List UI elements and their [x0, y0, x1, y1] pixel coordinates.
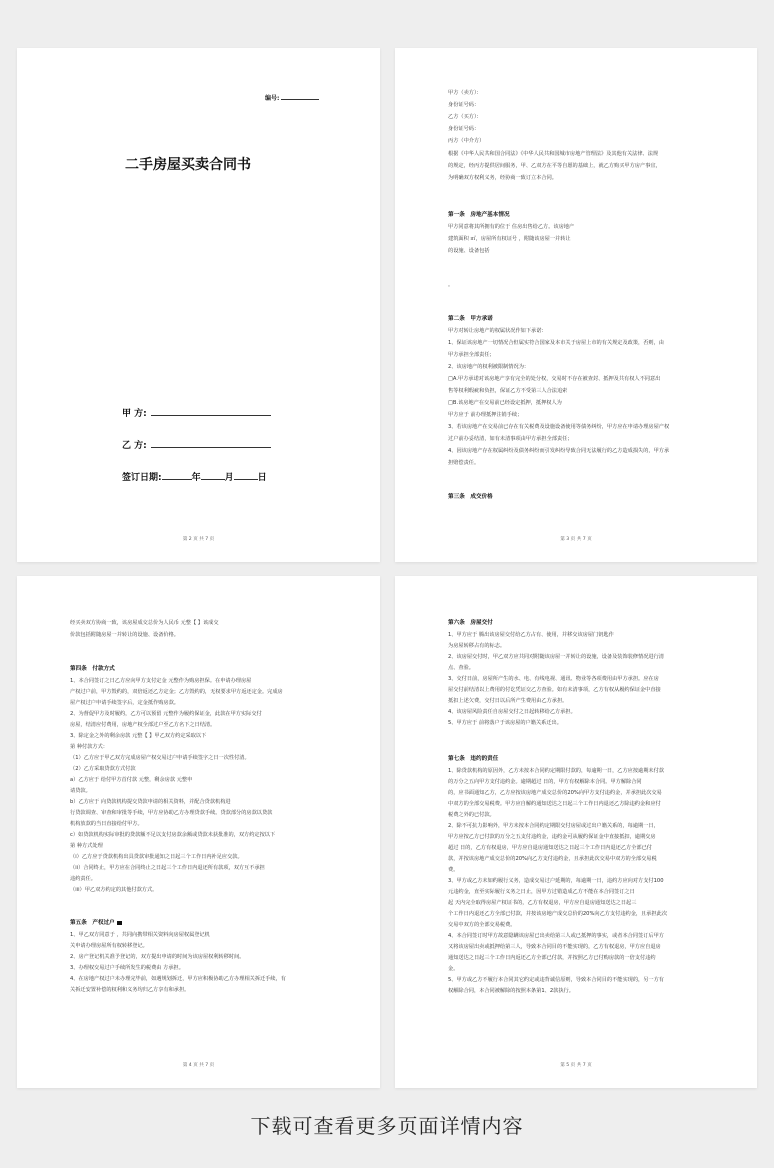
sign-date-label: 签订日期: — [122, 473, 162, 483]
text-line: 甲方（卖方）： — [448, 90, 482, 96]
text-line: 中双方的全部交易税费。甲方应自解约通知送达之日起三个工作日内退还乙方除违约金和应付 — [448, 801, 661, 807]
text-line: （1）乙方应于甲乙双方完成房屋产权交易过户申请手续签字之日一次性付清。 — [70, 755, 250, 761]
sign-date-month: 月 — [224, 473, 234, 483]
contract-page-4 — [17, 576, 380, 1088]
text-line: 2、房产登记机关准予登记的，双方提出申请的时间为该房屋权利转移时间。 — [70, 954, 245, 960]
text-line: 3、交付日前，房屋所产生的水、电、有线电视、通讯、物业等各项费用由甲方承担。应在房 — [448, 676, 659, 682]
page-number: 第 4 页 共 7 页 — [182, 1063, 215, 1068]
text-line: 1、甲乙双方同意于 ，共同向携带相关资料向房屋权属登记机 — [70, 932, 210, 938]
text-line: 乙方（买方）： — [448, 114, 482, 120]
text-line: 屋交付前结清以上费用的付讫凭证交乙方查验。如有未清事项，乙方有权从履约保证金中直接 — [448, 687, 661, 693]
text-line: 的万分之五向甲方支付违约金。逾期超过 日的，甲方有权解除本合同。甲方解除合同 — [448, 779, 642, 785]
text-line: 超过 日的，乙方有权退房，甲方应自退房通知送达之日起三个工作日内退还乙方全部已付 — [448, 845, 652, 851]
section-heading-5 — [70, 920, 122, 927]
checkbox-icon — [117, 921, 122, 925]
text-line: □B.该房地产在交易前已经设定抵押，抵押权人为 — [448, 400, 562, 406]
sign-date-day: 日 — [257, 473, 267, 483]
contract-title: 二手房屋买卖合同书 — [125, 157, 251, 173]
text-line: 权解除合同，本合同被解除的按照本条第1、2款执行。 — [448, 988, 574, 994]
party-a-label: 甲 方: — [122, 409, 147, 419]
text-line: （2）乙方采取贷款方式付款 — [70, 766, 136, 772]
text-line: 元违约金，直至实际履行义务之日止，因甲方过错造成乙方不能在本合同签订之日 — [448, 889, 635, 895]
text-line: 金。 — [448, 966, 459, 972]
text-line: 3、除定金之外的剩余房款 元整【 】甲乙双方约定采取以下 — [70, 733, 207, 739]
section-heading-2: 第二条 甲方承诺 — [448, 316, 493, 322]
text-line: 抵扣上述欠费，交付日以后所产生费用由乙方承担。 — [448, 698, 568, 704]
text-line: 4、该房屋风险责任自房屋交付之日起转移给乙方承担。 — [448, 709, 576, 715]
text-line: 第 种付款方式： — [70, 744, 108, 750]
text-line: 身份证号码： — [448, 126, 480, 132]
text-line: 费。 — [448, 867, 459, 873]
section-heading-1: 第一条 房地产基本情况 — [448, 212, 510, 218]
party-b-signature — [122, 438, 271, 451]
page-number: 第 3 页 共 7 页 — [560, 537, 592, 542]
text-line: 税费之外的已付款。 — [448, 812, 495, 818]
text-line: 的规定，经丙方提供居间服务，甲、乙双方在平等自愿的基础上，就乙方购买甲方房产事宜， — [448, 163, 661, 169]
sign-date — [122, 470, 267, 483]
text-line: 甲方应按乙方已付款的万分之五支付违约金，违约金可从履约保证金中直接抵扣，逾期交房 — [448, 834, 656, 840]
text-line: c）如贷款机构实际审批的贷款额不足以支付房款余额或贷款未获批准的，双方约定按以下 — [70, 832, 276, 838]
text-line: 产权过户前，甲方毁约的，双倍返还乙方定金；乙方毁约的，无权要求甲方返还定金。完成房 — [70, 689, 283, 695]
text-line: 5、甲方应于 前将落户于该房屋的户籍关系迁出。 — [448, 720, 562, 726]
contract-number-label: 编号: — [265, 95, 280, 102]
contract-number — [265, 93, 319, 102]
section-heading-3: 第三条 成交价格 — [448, 494, 493, 500]
text-line: 根据《中华人民共和国合同法》《中华人民共和国城市房地产管理法》及其他有关法律、法规 — [448, 151, 659, 157]
text-line: 过户前办妥结清，如有未清事项由甲方承担全部责任； — [448, 436, 573, 442]
text-line: 经买卖双方协商一致，该房屋成交总价为人民币 元整【 】该成交 — [70, 620, 219, 626]
download-more-link[interactable]: 下载可查看更多页面详情内容 — [250, 1114, 524, 1138]
text-line: 售等权利瑕疵和负担，保证乙方不受第三人合法追索 — [448, 388, 568, 394]
text-line: 1、保证该房地产一切情况合但属实符合国家及本市关于房屋上市的有关规定及政策，否则，由 — [448, 340, 664, 346]
text-line: 起 天内完全取得房屋产权证书的，乙方有权退房，甲方应自退房通知送达之日起三 — [448, 900, 637, 906]
text-line: 通知送达之日起三个工作日内返还乙方全部已付款，并按照乙方已付购房款的一倍支付违约 — [448, 955, 656, 961]
text-line: （ii）合同终止，甲方应在合同终止之日起三个工作日内退还所有款项，双方互不承担 — [70, 865, 265, 871]
page-number: 第 2 页 共 7 页 — [182, 537, 215, 542]
text-line: 甲方对转让房地产的权属状况作如下承诺： — [448, 328, 547, 334]
text-line: （iii）甲乙双方约定的其他付款方式。 — [70, 887, 158, 893]
text-line: 4、因该房地产存在权属纠纷及债务纠纷而引发纠纷导致合同无法履行的乙方造成损失的，甲方承 — [448, 448, 670, 454]
text-line: 请贷款。 — [70, 788, 91, 794]
text-line: 身份证号码： — [448, 102, 480, 108]
text-line: 担赔偿责任。 — [448, 460, 480, 466]
text-line: 甲方承担全部责任； — [448, 352, 495, 358]
text-line: 1、甲方应于 腾出该房屋交付给乙方占有、使用，并移交该房屋门钥匙作 — [448, 632, 614, 638]
sign-date-year: 年 — [191, 473, 201, 483]
text-line: 机构放款的当日直接给付甲方。 — [70, 821, 143, 827]
text-line: 的，应书面通知乙方，乙方应按该房地产成交总价的20%向甲方支付违约金，并承担此次交易 — [448, 790, 662, 796]
text-line: 关拆迁安置补偿的权利和义务均归乙方享有和承担。 — [70, 987, 190, 993]
text-line: 。 — [448, 282, 454, 288]
text-line: 甲方应于 前办理抵押注销手续； — [448, 412, 523, 418]
text-line: 的设施、设备包括 — [448, 248, 490, 254]
party-a-signature — [122, 406, 271, 419]
text-line: 2、该房地产的权利被限制情况为： — [448, 364, 530, 370]
text-line: 4、在房地产权过户未办理完毕前，如遇规划拆迁，甲方应积极协助乙方办理相关拆迁手续，有 — [70, 976, 286, 982]
text-line: 个工作日内退还乙方全部已付款，并按该房地产成交总价的20%向乙方支付违约金，且承担此次 — [448, 911, 668, 917]
text-line: 房屋，结清应付费用，房地产权全部过户至乙方名下之日结清。 — [70, 722, 216, 728]
text-line: 4、本合同签订时甲方故意隐瞒该房屋已出卖给第三人或已抵押的事实，或者本合同签订后甲方 — [448, 933, 664, 939]
section-heading-6: 第六条 房屋交付 — [448, 620, 493, 626]
text-line: 甲方同意将其所拥有的位于 住房出售给乙方。该房地产 — [448, 224, 575, 230]
text-line: 第 种方式处理 — [70, 843, 103, 849]
text-line: a）乙方应于 给付甲方首付款 元整，剩余房款 元整申 — [70, 777, 193, 783]
text-line: 屋产权过户申请手续签字后，定金抵作购房款。 — [70, 700, 179, 706]
text-line: 款，并按该房地产成交总价的20%向乙方支付违约金，且承担此次交易中双方的全部交易税 — [448, 856, 657, 862]
page-number: 第 5 页 共 7 页 — [560, 1063, 592, 1068]
text-line: 2、除不可抗力影响外，甲方未按本合同约定期限交付房屋或过出户籍关系的，每逾期一日， — [448, 823, 659, 829]
text-line: 3、办理权交易过户手续所发生的税费由 方承担。 — [70, 965, 184, 971]
section-heading-4: 第四条 付款方式 — [70, 666, 115, 672]
text-line: （i）乙方应于贷款机构出具贷款审批通知之日起三个工作日内补足应交款。 — [70, 854, 243, 860]
contract-cover-page — [17, 48, 380, 562]
text-line: 建筑面积 ㎡，房屋所有权证号 ，附随该房屋一并转让 — [448, 236, 571, 242]
text-line: 3、甲方或乙方未如约履行义务，造成交易过户延期的，每逾期一日，违约方应向对方支付100 — [448, 878, 664, 884]
text-line: 2、为督促甲方及时履约，乙方可以预留 元整作为履约保证金，此款在甲方实际交付 — [70, 711, 262, 717]
text-line: 3、若该房地产在交易前已存在有关税费及设施设备使用等债务纠纷，甲方应在申请办理房屋产权 — [448, 424, 670, 430]
text-line: 关申请办理房屋所有权转移登记。 — [70, 943, 148, 949]
party-b-label: 乙 方: — [122, 441, 147, 451]
text-line: 1、除贷款机构的原因外，乙方未按本合同约定期限付款的，每逾期一日，乙方应按逾期未付款 — [448, 768, 664, 774]
text-line: 行贷款调查、审查和审批等手续，甲方应协助乙方办理贷款手续。贷款部分的房款以贷款 — [70, 810, 273, 816]
text-line: □A.甲方承诺对该房地产享有完全的处分权，交易时不存在被查封、抵押及共有权人不同意出 — [448, 376, 661, 382]
text-line: 价款包括附随房屋一并转让的设施、设备价格。 — [70, 632, 179, 638]
text-line: 为明确双方权利义务，经协商一致订立本合同。 — [448, 175, 557, 181]
section-heading-5-label: 第五条 产权过户 — [70, 920, 115, 926]
text-line: 点、查验。 — [448, 665, 474, 671]
text-line: 违约责任。 — [70, 876, 96, 882]
text-line: 2、该房屋交付时，甲乙双方应共同对附随该房屋一并转让的设施，设备及装饰装修情况进行清 — [448, 654, 664, 660]
text-line: 丙方（中介方） — [448, 138, 485, 144]
contract-page-5 — [395, 576, 757, 1088]
section-heading-7: 第七条 违约的责任 — [448, 756, 499, 762]
text-line: 交易中双方的全部交易税费。 — [448, 922, 516, 928]
text-line: 5、甲方或乙方不履行本合同其它约定或违背诚信原则，导致本合同目的不能实现的，另一方有 — [448, 977, 664, 983]
text-line: b）乙方应于 向贷款机构提交贷款申请的相关资料，并配合贷款机构进 — [70, 799, 231, 805]
contract-page-3 — [395, 48, 757, 562]
text-line: 为房屋转移占有的标志。 — [448, 643, 506, 649]
text-line: 又将该房屋出卖或抵押给第三人，导致本合同目的不能实现的，乙方有权退房，甲方应自退房 — [448, 944, 661, 950]
text-line: 1、本合同签订之日乙方应向甲方支付定金 元整作为购房担保。在申请办理房屋 — [70, 678, 252, 684]
